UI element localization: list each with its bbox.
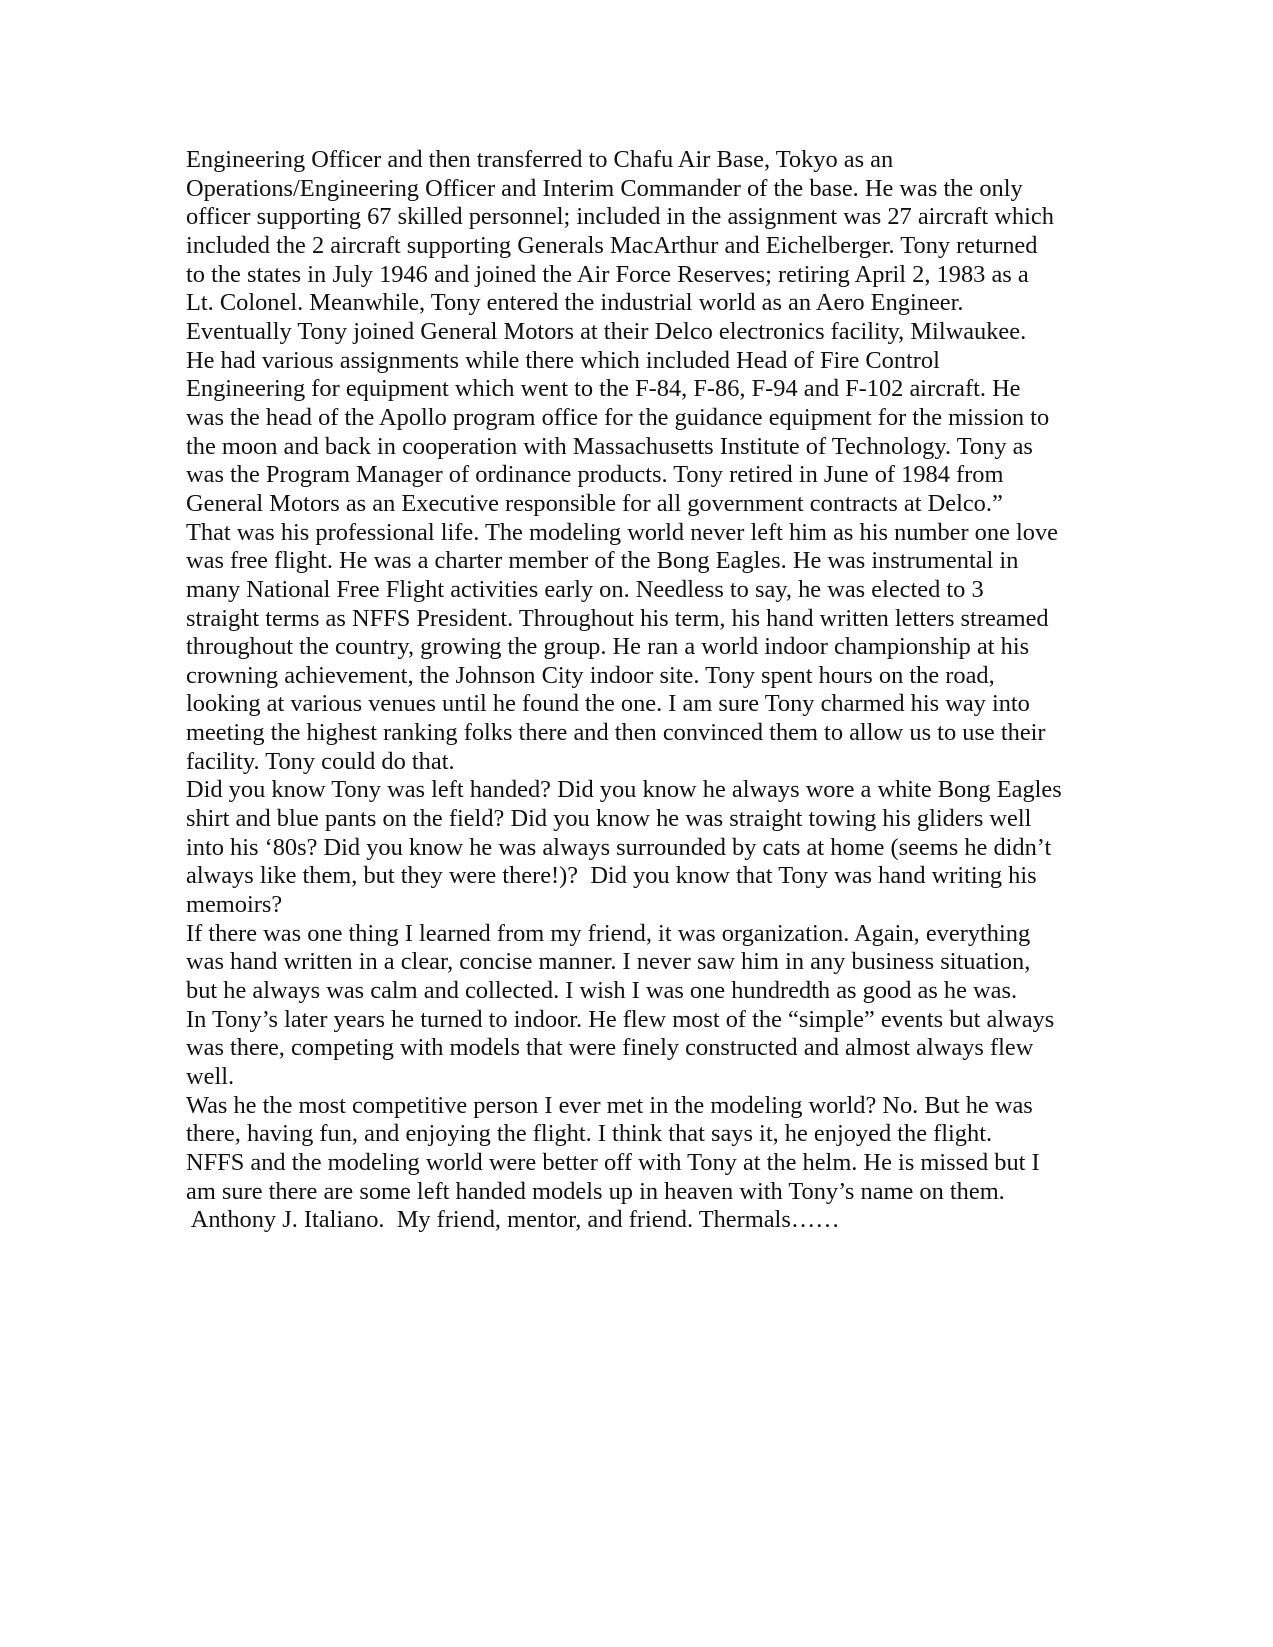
text-line: was the head of the Apollo program office for the guidance equipment for the mission to (186, 403, 1050, 431)
text-line: Lt. Colonel. Meanwhile, Tony entered the industrial world as an Aero Engineer. (186, 289, 964, 317)
text-line: Engineering Officer and then transferred to Chafu Air Base, Tokyo as an (186, 146, 894, 173)
text-line: throughout the country, growing the group. He ran a world indoor championship at his (186, 633, 1030, 661)
text-line: Operations/Engineering Officer and Interim Commander of the base. He was the only (186, 174, 1023, 202)
text-line: Anthony J. Italiano. My friend, mentor, and friend. Thermals…… (186, 1206, 840, 1234)
text-line: was there, competing with models that were finely constructed and almost always flew (186, 1034, 1034, 1062)
text-line: looking at various venues until he found the one. I am sure Tony charmed his way into (186, 690, 1030, 718)
text-line: into his ‘80s? Did you know he was always surrounded by cats at home (seems he didn’t (186, 833, 1052, 861)
text-line: Eventually Tony joined General Motors at their Delco electronics facility, Milwaukee. (186, 317, 1027, 345)
text-line: to the states in July 1946 and joined the Air Force Reserves; retiring April 2, 1983 as a (186, 260, 1029, 288)
text-line: the moon and back in cooperation with Massachusetts Institute of Technology. Tony as (186, 432, 1033, 460)
text-line: well. (186, 1063, 235, 1090)
text-line: Did you know Tony was left handed? Did you know he always wore a white Bong Eagles (186, 776, 1062, 804)
text-line: NFFS and the modeling world were better off with Tony at the helm. He is missed but I (186, 1148, 1040, 1176)
text-line: In Tony’s later years he turned to indoor. He flew most of the “simple” events but always (186, 1005, 1055, 1033)
text-line: there, having fun, and enjoying the flight. I think that says it, he enjoyed the flight. (186, 1120, 993, 1148)
text-line: Was he the most competitive person I ever met in the modeling world? No. But he was (186, 1091, 1033, 1119)
text-line: He had various assignments while there which included Head of Fire Control (186, 346, 940, 374)
text-line: always like them, but they were there!)? Did you know that Tony was hand writing his (186, 862, 1037, 890)
text-line: Engineering for equipment which went to the F-84, F-86, F-94 and F-102 aircraft. He (186, 375, 1021, 403)
text-line: but he always was calm and collected. I wish I was one hundredth as good as he was. (186, 977, 1018, 1005)
text-line: officer supporting 67 skilled personnel; included in the assignment was 27 aircraft which (186, 203, 1054, 231)
text-line: memoirs? (186, 891, 283, 919)
text-line: straight terms as NFFS President. Throughout his term, his hand written letters streamed (186, 604, 1049, 632)
text-line: was free flight. He was a charter member of the Bong Eagles. He was instrumental in (186, 547, 1019, 575)
text-line: crowning achievement, the Johnson City indoor site. Tony spent hours on the road, (186, 661, 995, 689)
text-line: If there was one thing I learned from my friend, it was organization. Again, everything (186, 919, 1031, 947)
text-line: General Motors as an Executive responsible for all government contracts at Delco.” (186, 489, 1003, 517)
text-line: meeting the highest ranking folks there and then convinced them to allow us to use their (186, 719, 1046, 747)
text-line: included the 2 aircraft supporting Generals MacArthur and Eichelberger. Tony returned (186, 231, 1038, 259)
text-line: am sure there are some left handed models up in heaven with Tony’s name on them. (186, 1177, 1005, 1205)
text-line: That was his professional life. The modeling world never left him as his number one love (186, 518, 1058, 546)
text-line: shirt and blue pants on the field? Did you know he was straight towing his gliders well (186, 805, 1032, 833)
text-line: was the Program Manager of ordinance products. Tony retired in June of 1984 from (186, 461, 1004, 489)
text-line: was hand written in a clear, concise manner. I never saw him in any business situation, (186, 948, 1031, 976)
body-text (186, 146, 1086, 1235)
text-line: many National Free Flight activities early on. Needless to say, he was elected to 3 (186, 575, 984, 603)
text-line: facility. Tony could do that. (186, 747, 455, 775)
